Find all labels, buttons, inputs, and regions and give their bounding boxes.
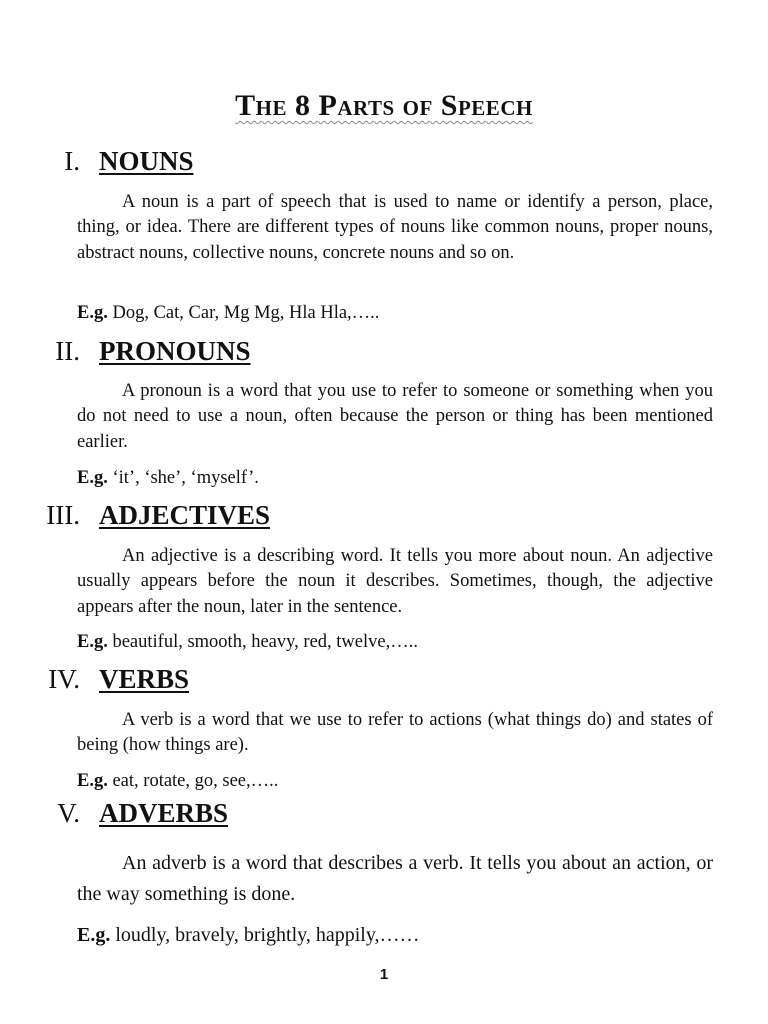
example-label: E.g. (77, 303, 108, 323)
section-definition-pronouns: A pronoun is a word that you use to refer to someone or something when you do not need to use a noun, often because the person or thing has been mentioned earlier. (77, 381, 713, 452)
section-numeral: I. (64, 146, 80, 176)
section-example-adverbs (77, 923, 420, 947)
example-label: E.g. (77, 924, 111, 946)
document-title (0, 86, 768, 126)
section-numeral: II. (55, 336, 80, 366)
section-example-adjectives (77, 630, 418, 654)
section-definition-verbs: A verb is a word that we use to refer to actions (what things do) and states of being (how things are). (77, 710, 713, 756)
section-title: ADVERBS (99, 798, 229, 828)
example-label: E.g. (77, 468, 108, 488)
example-text: loudly, bravely, brightly, happily,…… (110, 924, 420, 946)
example-text: beautiful, smooth, heavy, red, twelve,….. (107, 632, 418, 652)
example-label: E.g. (77, 771, 108, 791)
section-example-verbs (77, 769, 278, 793)
section-numeral: V. (57, 798, 80, 828)
example-label: E.g. (77, 632, 108, 652)
section-title: VERBS (99, 664, 190, 694)
example-text: ‘it’, ‘she’, ‘myself’. (107, 468, 259, 488)
section-title: ADJECTIVES (99, 500, 271, 530)
section-numeral: III. (46, 500, 80, 530)
document-title-text: The 8 Parts of Speech (235, 89, 533, 122)
section-title: PRONOUNS (99, 336, 251, 366)
section-title: NOUNS (99, 146, 194, 176)
section-definition-adjectives: An adjective is a describing word. It tells you more about noun. An adjective usually appears before the noun it describes. Sometimes, though, the adjective appears after the noun, later in the sentence. (77, 546, 713, 617)
page-number: 1 (379, 966, 389, 983)
section-example-nouns (77, 301, 379, 325)
section-numeral: IV. (48, 664, 80, 694)
example-text: eat, rotate, go, see,….. (107, 771, 279, 791)
example-text: Dog, Cat, Car, Mg Mg, Hla Hla,….. (107, 303, 380, 323)
section-example-pronouns (77, 466, 259, 490)
section-definition-adverbs: An adverb is a word that describes a verb. It tells you about an action, or the way something is done. (77, 852, 713, 905)
section-definition-nouns: A noun is a part of speech that is used to name or identify a person, place, thing, or idea. There are different types of nouns like common nouns, proper nouns, abstract nouns, collective nouns, concrete nouns and so on. (77, 192, 713, 263)
